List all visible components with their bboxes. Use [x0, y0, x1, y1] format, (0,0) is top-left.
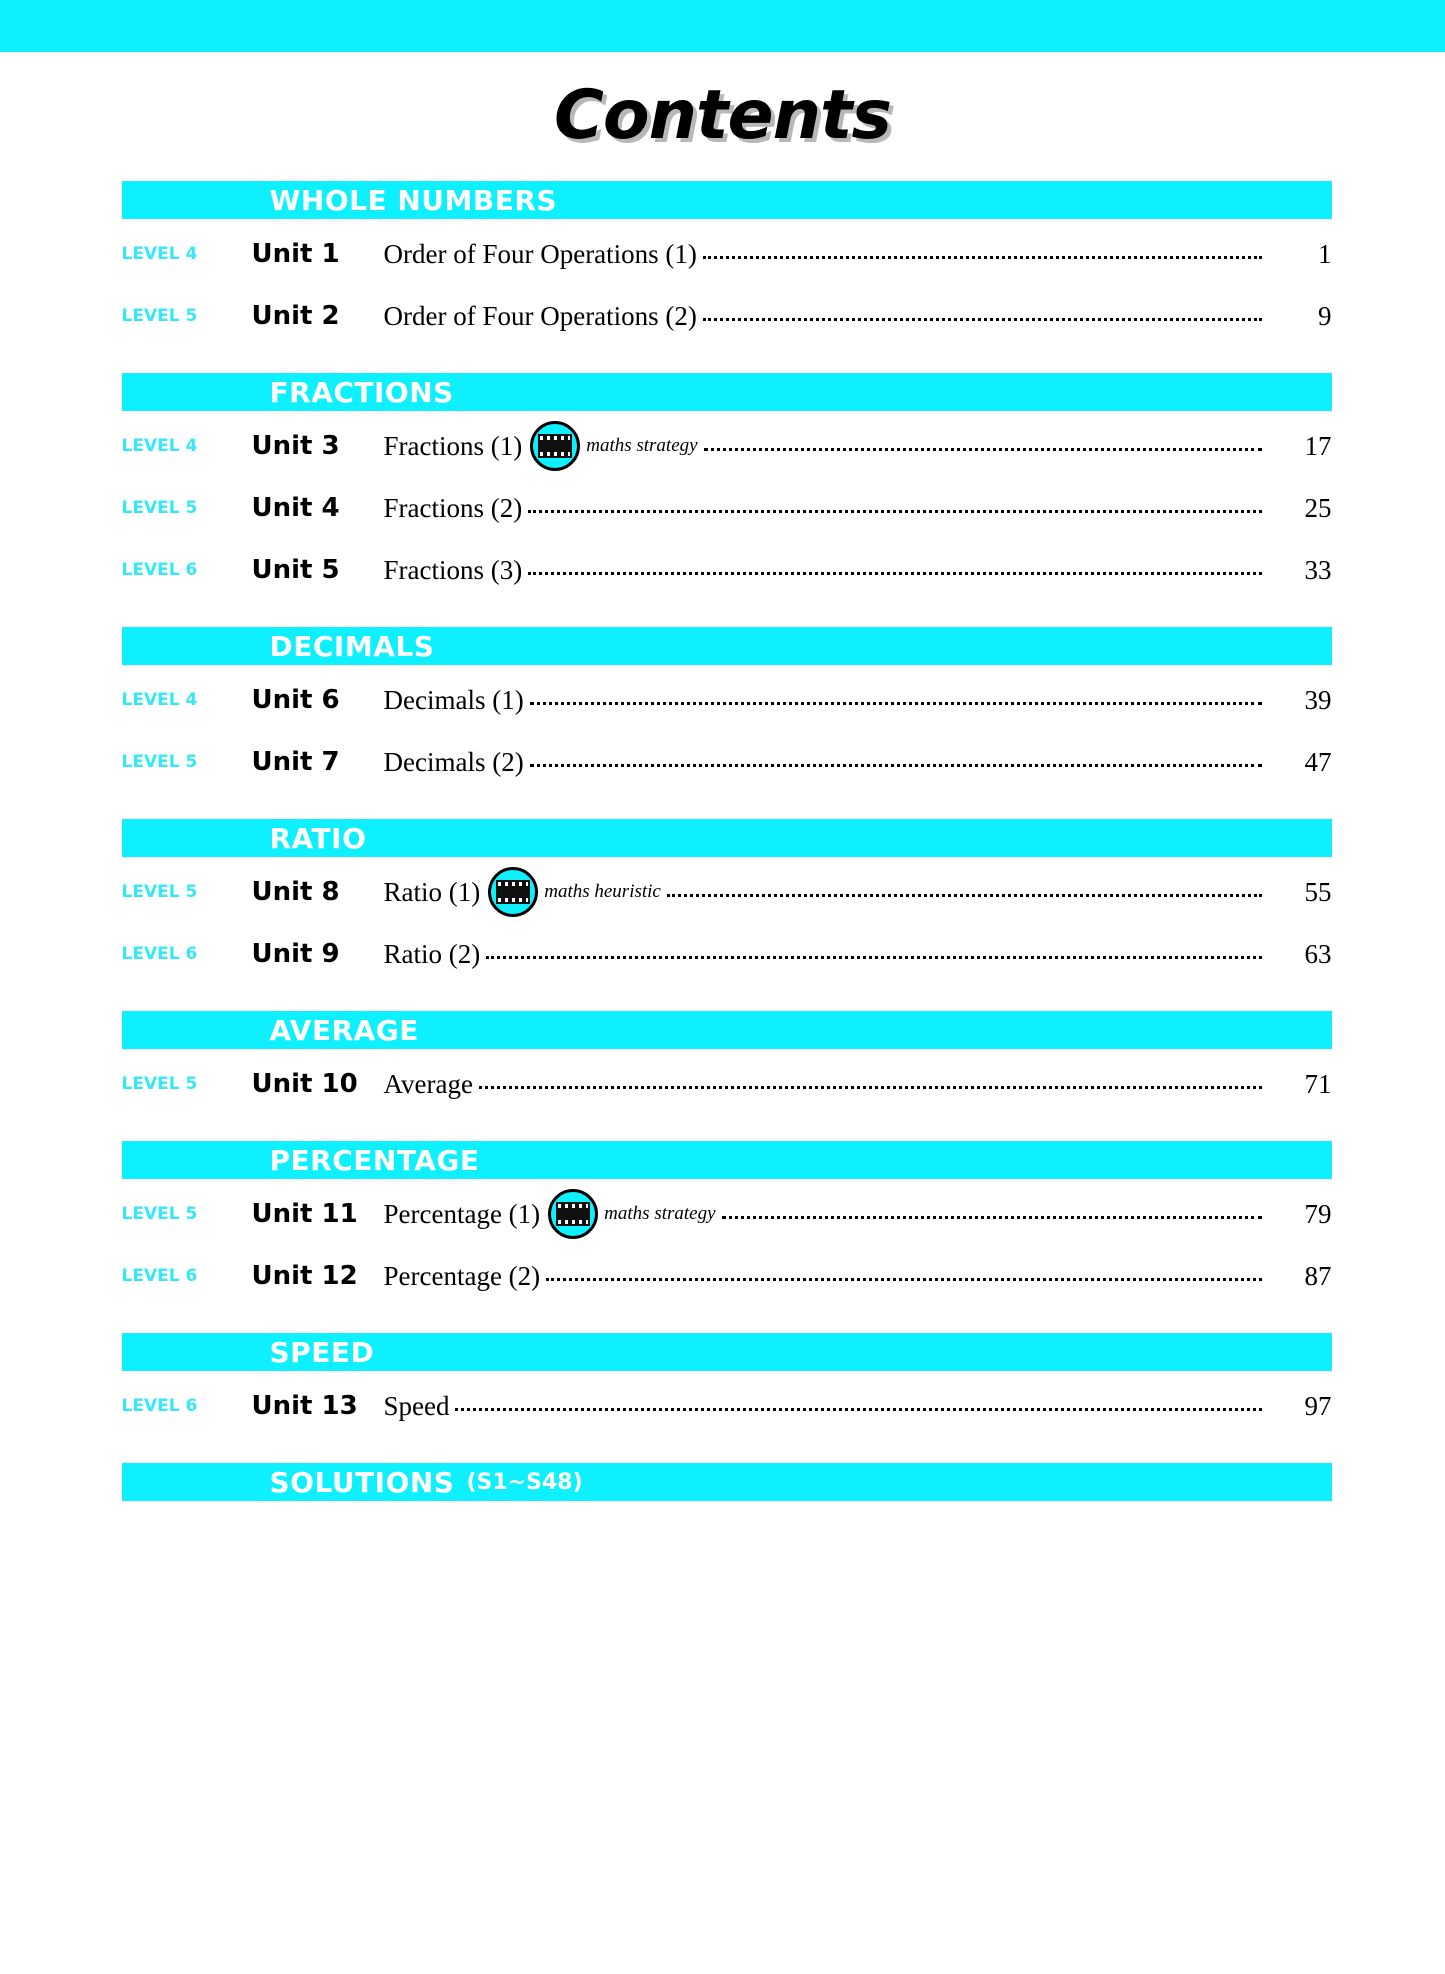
toc-entry[interactable] [122, 923, 1332, 985]
section-title: PERCENTAGE [269, 1143, 480, 1177]
entry-body [384, 747, 1270, 778]
section-title: AVERAGE [269, 1013, 419, 1047]
section-header [122, 373, 1332, 411]
entry-title[interactable]: Order of Four Operations (2) [383, 300, 697, 331]
leader-dots [455, 1394, 1261, 1411]
entry-body [384, 1261, 1270, 1292]
entry-title[interactable]: Ratio (2) [383, 938, 481, 969]
toc-entry[interactable] [122, 669, 1332, 731]
film-strip-glyph [496, 880, 530, 904]
section-title: WHOLE NUMBERS [269, 183, 558, 217]
unit-label: Unit 6 [251, 685, 340, 715]
page-number: 17 [1304, 430, 1332, 461]
page-number: 1 [1318, 238, 1332, 269]
section-header [122, 1463, 1332, 1501]
film-strip-icon [530, 421, 580, 471]
entry-title[interactable]: Ratio (1) [383, 876, 481, 907]
film-strip-icon [488, 867, 538, 917]
page-number: 55 [1304, 876, 1332, 907]
entry-title[interactable]: Fractions (3) [383, 554, 523, 585]
entry-body [384, 1069, 1270, 1100]
entry-title[interactable]: Speed [383, 1390, 450, 1421]
entry-title[interactable]: Percentage (2) [383, 1260, 541, 1291]
toc-entry[interactable] [122, 1183, 1332, 1245]
toc-entry[interactable] [122, 223, 1332, 285]
badge [530, 421, 697, 471]
contents-page [0, 52, 1445, 1505]
section-title: SPEED [269, 1335, 375, 1369]
toc-entry[interactable] [122, 1375, 1332, 1437]
unit-label: Unit 9 [251, 939, 340, 969]
badge [548, 1189, 715, 1239]
page-number: 63 [1304, 938, 1332, 969]
toc-entry[interactable] [122, 1245, 1332, 1307]
table-of-contents [114, 181, 1332, 1501]
badge-label: maths heuristic [544, 881, 661, 902]
level-label: LEVEL 4 [121, 436, 198, 456]
section-title: SOLUTIONS [269, 1465, 455, 1499]
leader-dots [667, 880, 1262, 897]
badge-label: maths strategy [604, 1203, 716, 1224]
section-header [122, 627, 1332, 665]
level-label: LEVEL 5 [121, 752, 198, 772]
unit-label: Unit 2 [251, 301, 340, 331]
section-title: RATIO [269, 821, 367, 855]
page-number: 25 [1304, 492, 1332, 523]
unit-label: Unit 7 [251, 747, 340, 777]
unit-label: Unit 12 [251, 1261, 358, 1291]
page-number: 71 [1304, 1068, 1332, 1099]
entry-body [384, 421, 1270, 471]
page-number: 9 [1318, 300, 1332, 331]
leader-dots [528, 496, 1261, 513]
unit-label: Unit 5 [251, 555, 340, 585]
toc-entry[interactable] [122, 477, 1332, 539]
entry-body [384, 1189, 1270, 1239]
entry-title[interactable]: Decimals (2) [383, 746, 524, 777]
level-label: LEVEL 5 [121, 498, 198, 518]
section-header [122, 1141, 1332, 1179]
section-header [122, 1011, 1332, 1049]
entry-title[interactable]: Fractions (2) [383, 492, 523, 523]
entry-body [384, 301, 1270, 332]
leader-dots [486, 942, 1261, 959]
level-label: LEVEL 5 [121, 1204, 198, 1224]
badge-label: maths strategy [586, 435, 698, 456]
toc-entry[interactable] [122, 285, 1332, 347]
entry-title[interactable]: Percentage (1) [383, 1198, 541, 1229]
level-label: LEVEL 4 [121, 690, 198, 710]
level-label: LEVEL 6 [121, 944, 198, 964]
entry-body [384, 939, 1270, 970]
section-subtitle: (S1~S48) [466, 1469, 583, 1495]
entry-title[interactable]: Decimals (1) [383, 684, 524, 715]
unit-label: Unit 4 [251, 493, 340, 523]
leader-dots [479, 1072, 1262, 1089]
toc-entry[interactable] [122, 1053, 1332, 1115]
entry-body [384, 867, 1270, 917]
entry-body [384, 555, 1270, 586]
entry-title[interactable]: Average [383, 1068, 473, 1099]
top-accent-band [0, 0, 1445, 52]
section-title: FRACTIONS [269, 375, 454, 409]
unit-label: Unit 1 [251, 239, 340, 269]
page-number: 33 [1304, 554, 1332, 585]
unit-label: Unit 13 [251, 1391, 358, 1421]
badge [488, 867, 661, 917]
entry-body [384, 1391, 1270, 1422]
entry-body [384, 685, 1270, 716]
unit-label: Unit 11 [251, 1199, 358, 1229]
entry-body [384, 239, 1270, 270]
level-label: LEVEL 5 [121, 306, 198, 326]
leader-dots [530, 750, 1262, 767]
level-label: LEVEL 5 [121, 1074, 198, 1094]
unit-label: Unit 10 [251, 1069, 358, 1099]
entry-title[interactable]: Order of Four Operations (1) [383, 238, 697, 269]
leader-dots [722, 1202, 1262, 1219]
page-number: 97 [1304, 1390, 1332, 1421]
leader-dots [703, 242, 1262, 259]
unit-label: Unit 8 [251, 877, 340, 907]
section-header [122, 819, 1332, 857]
film-strip-icon [548, 1189, 598, 1239]
section-header [122, 181, 1332, 219]
leader-dots [703, 304, 1262, 321]
level-label: LEVEL 6 [121, 1266, 198, 1286]
entry-body [384, 493, 1270, 524]
film-strip-glyph [556, 1202, 590, 1226]
level-label: LEVEL 4 [121, 244, 198, 264]
toc-entry[interactable] [122, 731, 1332, 793]
section-header [122, 1333, 1332, 1371]
film-strip-glyph [538, 434, 572, 458]
page-number: 79 [1304, 1198, 1332, 1229]
toc-entry[interactable] [122, 539, 1332, 601]
leader-dots [530, 688, 1262, 705]
leader-dots [528, 558, 1261, 575]
level-label: LEVEL 6 [121, 560, 198, 580]
toc-entry[interactable] [122, 415, 1332, 477]
page-number: 87 [1304, 1260, 1332, 1291]
page-number: 39 [1304, 684, 1332, 715]
entry-title[interactable]: Fractions (1) [383, 430, 523, 461]
level-label: LEVEL 6 [121, 1396, 198, 1416]
unit-label: Unit 3 [251, 431, 340, 461]
leader-dots [704, 434, 1262, 451]
leader-dots [546, 1264, 1261, 1281]
level-label: LEVEL 5 [121, 882, 198, 902]
page-title: Contents [553, 76, 892, 155]
page-number: 47 [1304, 746, 1332, 777]
toc-entry[interactable] [122, 861, 1332, 923]
section-title: DECIMALS [269, 629, 435, 663]
